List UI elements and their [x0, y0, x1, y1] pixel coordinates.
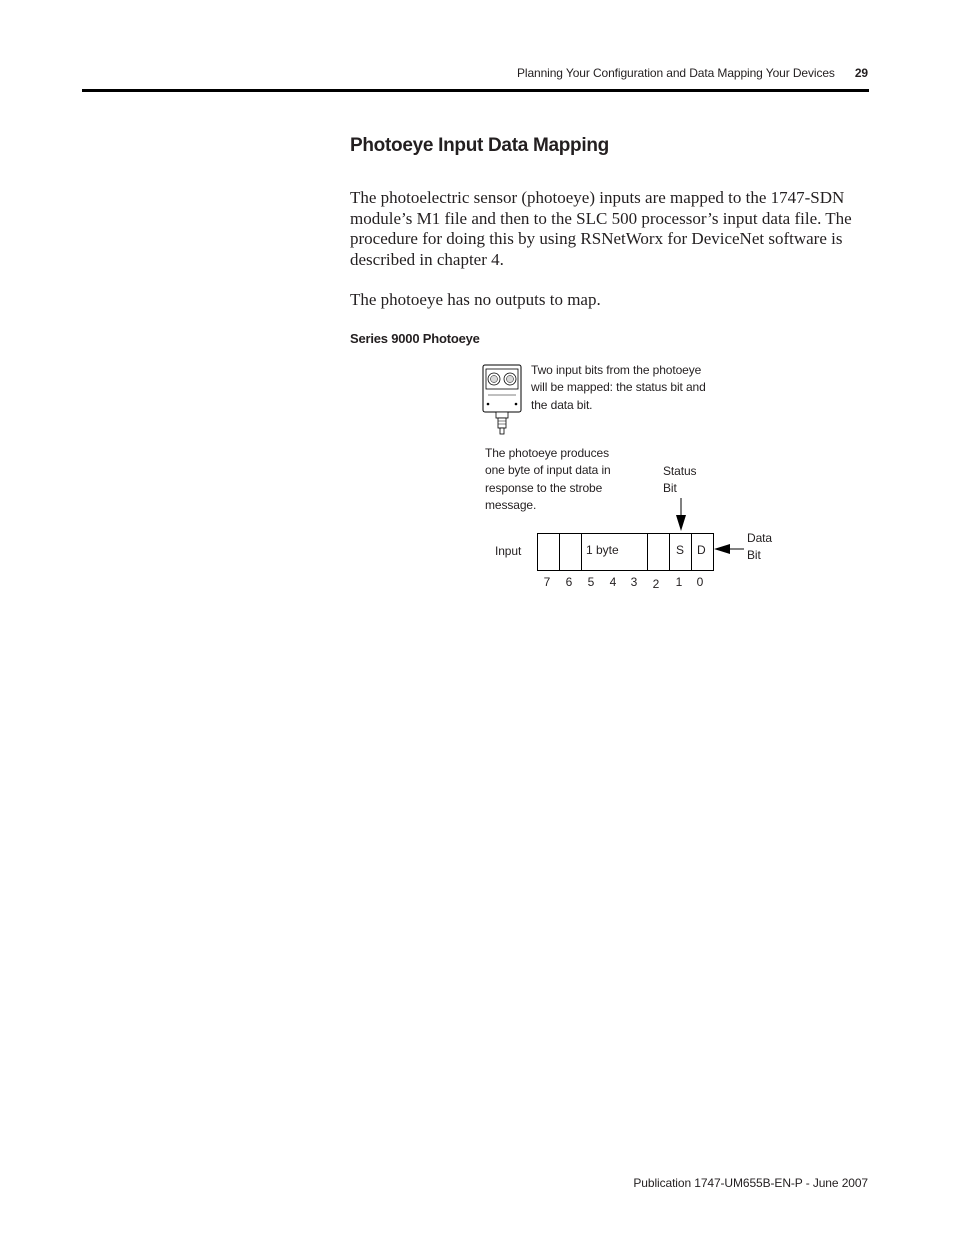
section-title: Photoeye Input Data Mapping	[350, 135, 609, 156]
byte-label: 1 byte	[586, 543, 619, 557]
bit-number-1: 1	[675, 575, 683, 589]
status-arrow-icon	[676, 498, 686, 531]
callout-one-byte: The photoeye produces one byte of input data in response to the strobe message.	[485, 446, 611, 512]
input-byte-register	[537, 533, 713, 571]
body-paragraph-1: The photoelectric sensor (photoeye) inputs are mapped to the 1747-SDN module’s M1 file and then to the SLC 500 processor’s input data file. The procedure for doing this by using RSNetWorx for DeviceNet software is described in chapter 4.	[350, 188, 852, 269]
callout-input-bits: Two input bits from the photoeye will be mapped: the status bit and the data bit.	[531, 363, 706, 412]
data-arrow-icon	[714, 544, 744, 554]
data-cell-label: D	[697, 543, 706, 557]
bit-number-0: 0	[696, 575, 704, 589]
figure-title: Series 9000 Photoeye	[350, 331, 480, 346]
bit-number-5: 5	[587, 575, 595, 589]
chapter-title: Planning Your Configuration and Data Mapping Your Devices	[516, 66, 835, 80]
data-bit-label: Data Bit	[747, 531, 772, 563]
input-label: Input	[495, 544, 522, 558]
photoeye-sensor-icon	[480, 364, 524, 436]
bit-number-7: 7	[543, 575, 551, 589]
status-cell-label: S	[676, 543, 685, 557]
running-header	[517, 66, 868, 80]
header-rule	[82, 89, 869, 92]
bit-cell-2	[647, 533, 670, 571]
bit-number-4: 4	[609, 575, 617, 589]
bit-cell-6	[559, 533, 582, 571]
bit-number-2: 2	[652, 577, 660, 591]
status-bit-label: Status Bit	[663, 464, 697, 496]
publication-footer: Publication 1747-UM655B-EN-P - June 2007	[633, 1176, 868, 1190]
bit-number-3: 3	[630, 575, 638, 589]
bit-cell-7	[537, 533, 560, 571]
page-number: 29	[854, 66, 868, 80]
bit-number-6: 6	[565, 575, 573, 589]
body-paragraph-2: The photoeye has no outputs to map.	[350, 290, 601, 309]
